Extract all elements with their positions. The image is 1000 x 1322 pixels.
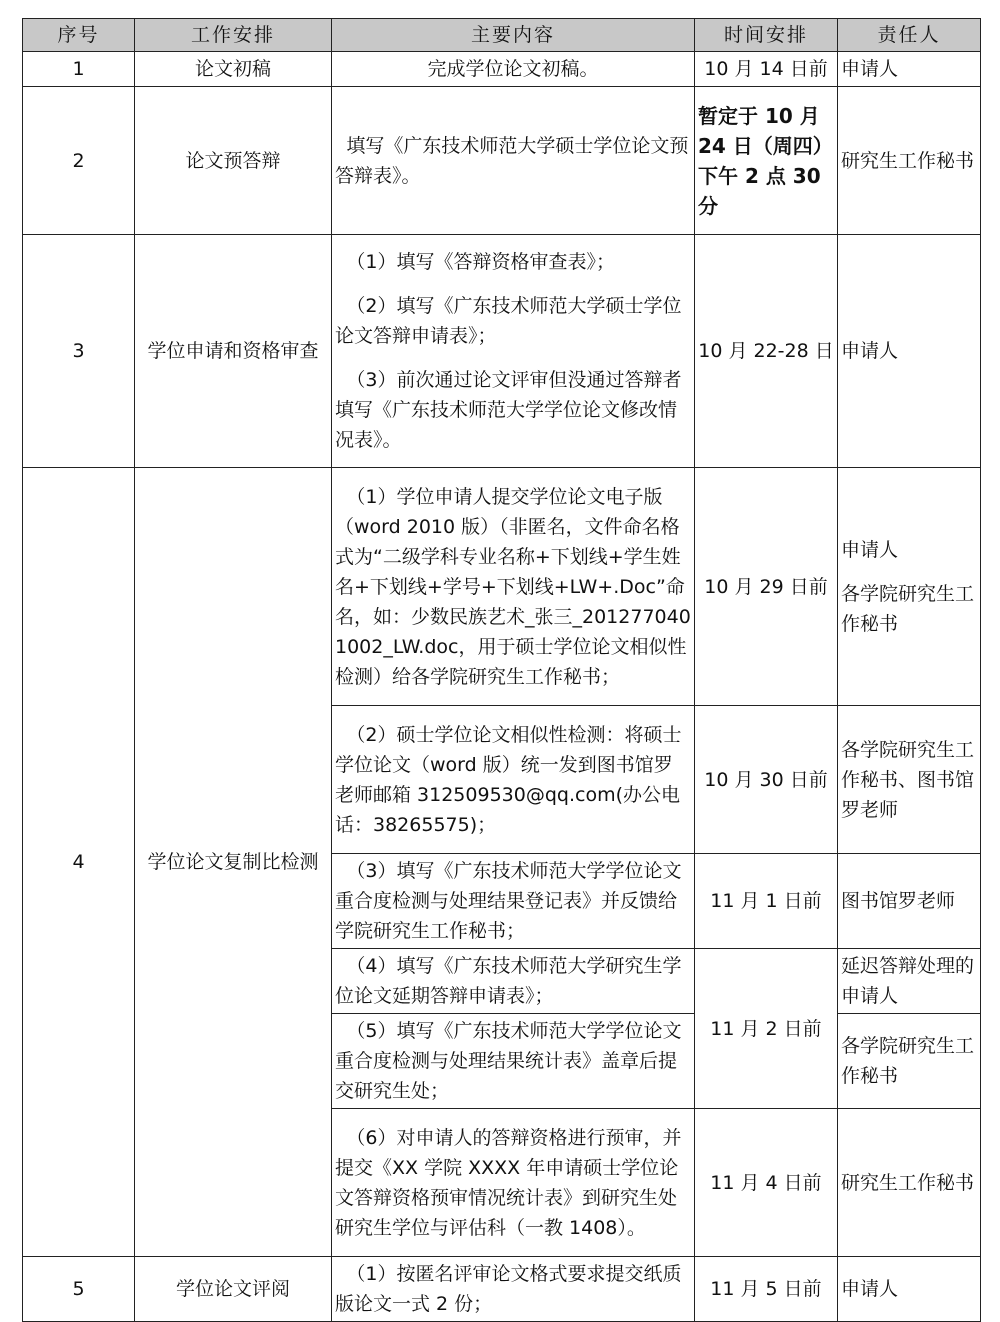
- row-number: 1: [23, 52, 135, 87]
- person-item: 各学院研究生工作秘书: [841, 582, 975, 635]
- time-cell: 10 月 30 日前: [695, 706, 838, 854]
- time-cell: 11 月 2 日前: [695, 949, 838, 1109]
- content-item: （2）填写《广东技术师范大学硕士学位论文答辩申请表》；: [335, 295, 682, 347]
- content-item: （3）前次通过论文评审但没通过答辩者填写《广东技术师范大学学位论文修改情况表》。: [335, 369, 682, 451]
- time-cell: 11 月 1 日前: [695, 854, 838, 949]
- person-cell: 研究生工作秘书: [838, 87, 981, 235]
- content-cell: 完成学位论文初稿。: [332, 52, 695, 87]
- time-cell: 10 月 29 日前: [695, 468, 838, 706]
- time-cell: 11 月 5 日前: [695, 1257, 838, 1322]
- person-cell: 各学院研究生工作秘书、图书馆罗老师: [838, 706, 981, 854]
- time-cell: 11 月 4 日前: [695, 1109, 838, 1257]
- person-cell: 申请人: [838, 52, 981, 87]
- header-task: 工作安排: [135, 19, 332, 52]
- content-cell: （6）对申请人的答辩资格进行预审，并提交《XX 学院 XXXX 年申请硕士学位论文答辩资格预审情况统计表》到研究生处研究生学位与评估科（一教 1408）。: [332, 1109, 695, 1257]
- header-no: 序号: [23, 19, 135, 52]
- task-cell: 学位论文评阅: [135, 1257, 332, 1322]
- header-content: 主要内容: [332, 19, 695, 52]
- row-number: 4: [23, 468, 135, 1257]
- row-number: 5: [23, 1257, 135, 1322]
- content-cell: （1）按匿名评审论文格式要求提交纸质版论文一式 2 份；: [332, 1257, 695, 1322]
- content-cell: （2）硕士学位论文相似性检测：将硕士学位论文（word 版）统一发到图书馆罗老师邮箱 312509530@qq.com(办公电话：38265575)；: [332, 706, 695, 854]
- person-cell: 研究生工作秘书: [838, 1109, 981, 1257]
- content-item: （1）填写《答辩资格审查表》；: [346, 251, 615, 273]
- row-number: 3: [23, 235, 135, 468]
- content-cell: （4）填写《广东技术师范大学研究生学位论文延期答辩申请表》；: [332, 949, 695, 1014]
- task-cell: 论文初稿: [135, 52, 332, 87]
- header-time: 时间安排: [695, 19, 838, 52]
- table-row: [23, 52, 981, 87]
- table-row: [23, 87, 981, 235]
- person-cell: 申请人: [838, 1257, 981, 1322]
- person-cell: 图书馆罗老师: [838, 854, 981, 949]
- person-cell: 申请人: [838, 235, 981, 468]
- schedule-table: [22, 18, 981, 1322]
- person-item: 申请人: [841, 538, 899, 561]
- row-number: 2: [23, 87, 135, 235]
- time-cell: 10 月 22-28 日: [695, 235, 838, 468]
- content-cell: （3）填写《广东技术师范大学学位论文重合度检测与处理结果登记表》并反馈给学院研究生工作秘书；: [332, 854, 695, 949]
- person-cell: [838, 468, 981, 706]
- table-row: [23, 235, 981, 468]
- task-cell: 论文预答辩: [135, 87, 332, 235]
- header-row: [23, 19, 981, 52]
- table-row: [23, 1257, 981, 1322]
- header-person: 责任人: [838, 19, 981, 52]
- person-cell: 延迟答辩处理的申请人: [838, 949, 981, 1014]
- task-cell: 学位申请和资格审查: [135, 235, 332, 468]
- table-row: [23, 468, 981, 706]
- content-cell: （1）学位申请人提交学位论文电子版（word 2010 版）（非匿名，文件命名格式为“二级学科专业名称+下划线+学生姓名+下划线+学号+下划线+LW+.Doc”命名，如：少数民族艺术_张三_2012770401002_LW.doc，用于硕士学位论文相似性检测）给各学院研究生工作秘书；: [332, 468, 695, 706]
- content-cell: [332, 235, 695, 468]
- time-cell: 暂定于 10 月 24 日（周四）下午 2 点 30 分: [695, 87, 838, 235]
- task-cell: 学位论文复制比检测: [135, 468, 332, 1257]
- person-cell: 各学院研究生工作秘书: [838, 1014, 981, 1109]
- content-cell: 填写《广东技术师范大学硕士学位论文预答辩表》。: [332, 87, 695, 235]
- time-cell: 10 月 14 日前: [695, 52, 838, 87]
- content-cell: （5）填写《广东技术师范大学学位论文重合度检测与处理结果统计表》盖章后提交研究生处；: [332, 1014, 695, 1109]
